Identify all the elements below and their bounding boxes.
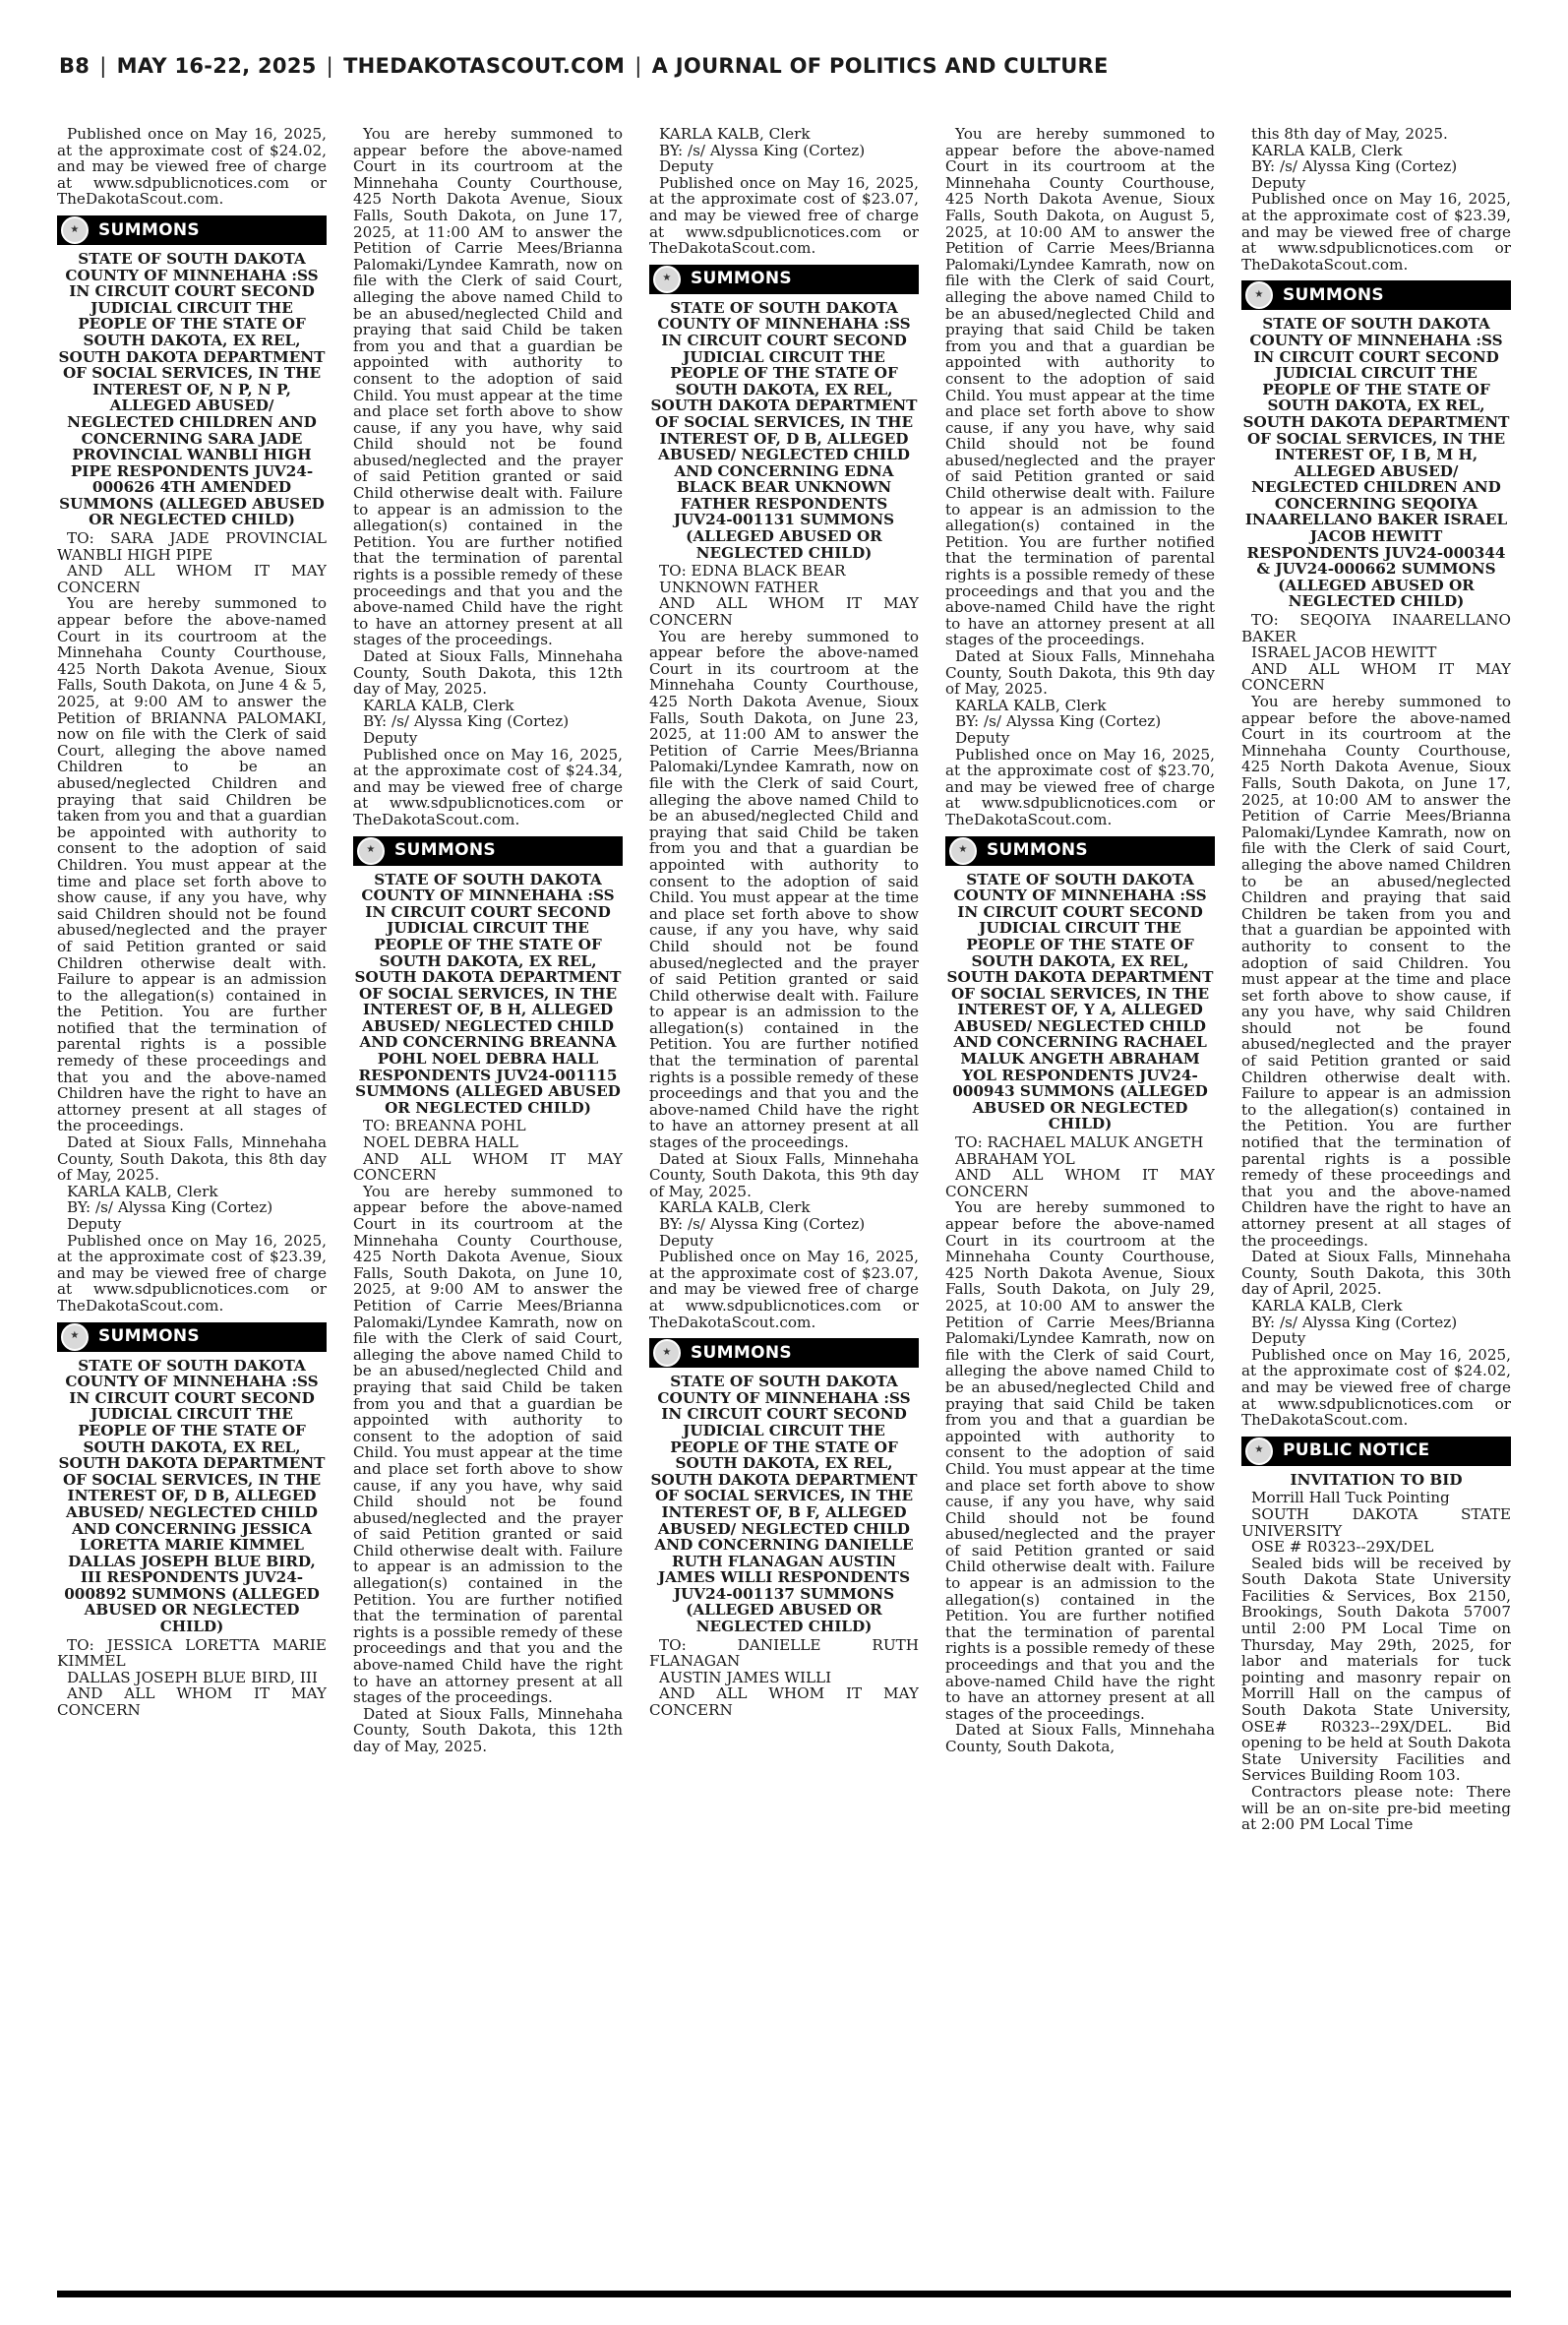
section-banner: ★ SUMMONS: [1241, 280, 1511, 310]
column-4: [945, 126, 1215, 2281]
notice-to: TO: SEQOIYA INAARELLANO BAKER: [1241, 611, 1511, 645]
notice-body: Sealed bids will be received by South Dakota State University Facilities & Services, Box 2150, Brookings, South Dakota 57007 until 2:00 PM Local Time on Thursday, May 29th, 2025, for labor and materials for tuck pointing and masonry repair on Morrill Hall on the campus of South Dakota State University, OSE# R0323--29X/DEL. Bid opening to be held at South Dakota State University Facilities and Services Building Room 103.: [1241, 1554, 1511, 1785]
page-number: B8: [59, 54, 90, 78]
notice-deputy: Deputy: [1251, 1329, 1306, 1348]
section-banner: ★ SUMMONS: [57, 215, 327, 245]
notice-concern: AND ALL WHOM IT MAY CONCERN: [649, 594, 919, 630]
notice-to: TO: RACHAEL MALUK ANGETH: [955, 1133, 1204, 1152]
section-banner: ★ SUMMONS: [945, 836, 1215, 866]
scout-logo-icon: ★: [653, 1339, 681, 1367]
notice-by: BY: /s/ Alyssa King (Cortez): [363, 712, 570, 731]
issue-date: MAY 16-22, 2025: [116, 54, 317, 78]
notice-clerk: KARLA KALB, Clerk: [363, 696, 514, 714]
publication-note: Published once on May 16, 2025, at the approximate cost of $23.39, and may be viewed free of charge at www.sdpublicnotices.com or TheDakotaScout.com.: [1241, 190, 1511, 274]
notice-by: BY: /s/ Alyssa King (Cortez): [1251, 1313, 1458, 1331]
publication-note: Published once on May 16, 2025, at the approximate cost of $23.07, and may be viewed free of charge at www.sdpublicnotices.com or TheDakotaScout.com.: [649, 173, 919, 258]
scout-logo-icon: ★: [653, 266, 681, 293]
notice-clerk: KARLA KALB, Clerk: [659, 1198, 811, 1217]
notice-deputy: Deputy: [955, 728, 1010, 747]
notice-clerk: KARLA KALB, Clerk: [67, 1182, 218, 1200]
notice-heading: INVITATION TO BID: [1290, 1470, 1463, 1489]
section-banner: ★ SUMMONS: [353, 836, 623, 866]
notice-by: BY: /s/ Alyssa King (Cortez): [955, 712, 1162, 731]
notice-body: You are hereby summoned to appear before the above-named Court in its courtroom at the Minnehaha County Courthouse, 425 North Dakota Avenue, Sioux Falls, South Dakota, on July 29, 2025, at 10:00 AM to answer the Petition of Carrie Mees/Brianna Palomaki/Lyndee Kamrath, now on file with the Clerk of said Court, alleging the above named Child to be an abused/neglected Child and praying that said Child be taken from you and that a guardian be appointed with authority to consent to the adoption of said Child. You must appear at the time and place set forth above to show cause, if any you have, why said Child should not be found abused/neglected and the prayer of said Petition granted or said Child otherwise dealt with. Failure to appear is an admission to the allegation(s) contained in the Petition. You are further notified that the termination of parental rights is a possible remedy of these proceedings and that you and the above-named Child have the right to have an attorney present at all stages of the proceedings.: [945, 1198, 1215, 1723]
notice-deputy: Deputy: [67, 1215, 122, 1233]
notice-dated: Dated at Sioux Falls, Minnehaha County, South Dakota, this 9th day of May, 2025.: [649, 1149, 919, 1200]
notice-concern: AND ALL WHOM IT MAY CONCERN: [1241, 659, 1511, 695]
notice-to: AUSTIN JAMES WILLI: [659, 1668, 832, 1686]
notice-concern: AND ALL WHOM IT MAY CONCERN: [353, 1149, 623, 1185]
section-banner: ★ SUMMONS: [57, 1322, 327, 1352]
notice-clerk: KARLA KALB, Clerk: [659, 126, 811, 143]
notice-concern: AND ALL WHOM IT MAY CONCERN: [57, 562, 327, 596]
notice-by: BY: /s/ Alyssa King (Cortez): [1251, 157, 1458, 176]
scout-logo-icon: ★: [357, 837, 385, 865]
notice-dated: Dated at Sioux Falls, Minnehaha County, South Dakota, this 12th day of May, 2025.: [353, 1704, 623, 1755]
bottom-rule: [57, 2291, 1511, 2297]
bid-line: SOUTH DAKOTA STATE UNIVERSITY: [1241, 1504, 1511, 1540]
notice-heading: STATE OF SOUTH DAKOTA COUNTY OF MINNEHAHA :SS IN CIRCUIT COURT SECOND JUDICIAL CIRCUIT THE PEOPLE OF THE STATE OF SOUTH DAKOTA, EX REL, SOUTH DAKOTA DEPARTMENT OF SOCIAL SERVICES, IN THE INTEREST OF, N P, N P, ALLEGED ABUSED/ NEGLECTED CHILDREN AND CONCERNING SARA JADE PROVINCIAL WANBLI HIGH PIPE RESPONDENTS JUV24-000626 4TH AMENDED SUMMONS (ALLEGED ABUSED OR NEGLECTED CHILD): [58, 249, 326, 529]
notice-columns: [57, 126, 1511, 2281]
notice-heading: STATE OF SOUTH DAKOTA COUNTY OF MINNEHAHA :SS IN CIRCUIT COURT SECOND JUDICIAL CIRCUIT THE PEOPLE OF THE STATE OF SOUTH DAKOTA, EX REL, SOUTH DAKOTA DEPARTMENT OF SOCIAL SERVICES, IN THE INTEREST OF, B F, ALLEGED ABUSED/ NEGLECTED CHILD AND CONCERNING DANIELLE RUTH FLANAGAN AUSTIN JAMES WILLI RESPONDENTS JUV24-001137 SUMMONS (ALLEGED ABUSED OR NEGLECTED CHILD): [650, 1373, 918, 1636]
publication-note: Published once on May 16, 2025, at the approximate cost of $23.07, and may be viewed free of charge at www.sdpublicnotices.com or TheDakotaScout.com.: [649, 1248, 919, 1331]
notice-body: You are hereby summoned to appear before the above-named Court in its courtroom at the Minnehaha County Courthouse, 425 North Dakota Avenue, Sioux Falls, South Dakota, on June 23, 2025, at 11:00 AM to answer the Petition of Carrie Mees/Brianna Palomaki/Lyndee Kamrath, now on file with the Clerk of said Court, alleging the above named Child to be an abused/neglected Child and praying that said Child be taken from you and that a guardian be appointed with authority to consent to the adoption of said Child. You must appear at the time and place set forth above to show cause, if any you have, why said Child should not be found abused/neglected and the prayer of said Petition granted or said Child otherwise dealt with. Failure to appear is an admission to the allegation(s) contained in the Petition. You are further notified that the termination of parental rights is a possible remedy of these proceedings and that you and the above-named Child have the right to have an attorney present at all stages of the proceedings.: [649, 627, 919, 1152]
column-2: [353, 126, 623, 2281]
notice-body: You are hereby summoned to appear before the above-named Court in its courtroom at the Minnehaha County Courthouse, 425 North Dakota Avenue, Sioux Falls, South Dakota, on June 17, 2025, at 11:00 AM to answer the Petition of Carrie Mees/Brianna Palomaki/Lyndee Kamrath, now on file with the Clerk of said Court, alleging the above named Child to be an abused/neglected Child and praying that said Child be taken from you and that a guardian be appointed with authority to consent to the adoption of said Child. You must appear at the time and place set forth above to show cause, if any you have, why said Child should not be found abused/neglected and the prayer of said Petition granted or said Child otherwise dealt with. Failure to appear is an admission to the allegation(s) contained in the Petition. You are further notified that the termination of parental rights is a possible remedy of these proceedings and that you and the above-named Child have the right to have an attorney present at all stages of the proceedings.: [353, 126, 623, 649]
notice-clerk: KARLA KALB, Clerk: [1251, 1296, 1403, 1315]
notice-dated: Dated at Sioux Falls, Minnehaha County, South Dakota, this 12th day of May, 2025.: [353, 647, 623, 699]
scout-logo-icon: ★: [61, 216, 89, 244]
notice-deputy: Deputy: [1251, 173, 1306, 192]
notice-deputy: Deputy: [659, 157, 714, 176]
notice-to: TO: DANIELLE RUTH FLANAGAN: [649, 1635, 919, 1671]
notice-deputy: Deputy: [363, 728, 418, 747]
notice-dated: Dated at Sioux Falls, Minnehaha County, South Dakota,: [945, 1721, 1215, 1755]
notice-deputy: Deputy: [659, 1231, 714, 1250]
bid-line: Morrill Hall Tuck Pointing: [1251, 1489, 1450, 1507]
column-5: [1241, 126, 1511, 2281]
section-banner: ★ PUBLIC NOTICE: [1241, 1437, 1511, 1466]
notice-dated: Dated at Sioux Falls, Minnehaha County, South Dakota, this 30th day of April, 2025.: [1241, 1248, 1511, 1299]
section-banner: ★ SUMMONS: [649, 265, 919, 294]
scout-logo-icon: ★: [1245, 1438, 1273, 1465]
scout-logo-icon: ★: [949, 837, 977, 865]
column-3: [649, 126, 919, 2281]
notice-to: ISRAEL JACOB HEWITT: [1251, 643, 1437, 662]
notice-to: NOEL DEBRA HALL: [363, 1133, 518, 1152]
notice-body: Contractors please note: There will be an on-site pre-bid meeting at 2:00 PM Local Time: [1241, 1783, 1511, 1834]
notice-heading: STATE OF SOUTH DAKOTA COUNTY OF MINNEHAHA :SS IN CIRCUIT COURT SECOND JUDICIAL CIRCUIT THE PEOPLE OF THE STATE OF SOUTH DAKOTA, EX REL, SOUTH DAKOTA DEPARTMENT OF SOCIAL SERVICES, IN THE INTEREST OF, I B, M H, ALLEGED ABUSED/ NEGLECTED CHILDREN AND CONCERNING SEQOIYA INAARELLANO BAKER ISRAEL JACOB HEWITT RESPONDENTS JUV24-000344 & JUV24-000662 SUMMONS (ALLEGED ABUSED OR NEGLECTED CHILD): [1242, 315, 1510, 611]
notice-by: BY: /s/ Alyssa King (Cortez): [67, 1198, 273, 1217]
notice-clerk: KARLA KALB, Clerk: [955, 696, 1107, 714]
notice-to: TO: SARA JADE PROVINCIAL WANBLI HIGH PIPE: [57, 529, 327, 564]
scout-logo-icon: ★: [61, 1323, 89, 1351]
section-banner: ★ SUMMONS: [649, 1338, 919, 1368]
publication-note: Published once on May 16, 2025, at the approximate cost of $24.02, and may be viewed free of charge at www.sdpublicnotices.com or TheDakotaScout.com.: [1241, 1345, 1511, 1430]
notice-dated: this 8th day of May, 2025.: [1251, 126, 1448, 143]
publication-note: Published once on May 16, 2025, at the approximate cost of $24.02, and may be viewed free of charge at www.sdpublicnotices.com or TheDakotaScout.com.: [57, 126, 327, 209]
notice-by: BY: /s/ Alyssa King (Cortez): [659, 141, 866, 159]
notice-heading: STATE OF SOUTH DAKOTA COUNTY OF MINNEHAHA :SS IN CIRCUIT COURT SECOND JUDICIAL CIRCUIT THE PEOPLE OF THE STATE OF SOUTH DAKOTA, EX REL, SOUTH DAKOTA DEPARTMENT OF SOCIAL SERVICES, IN THE INTEREST OF, Y A, ALLEGED ABUSED/ NEGLECTED CHILD AND CONCERNING RACHAEL MALUK ANGETH ABRAHAM YOL RESPONDENTS JUV24-000943 SUMMONS (ALLEGED ABUSED OR NEGLECTED CHILD): [946, 870, 1214, 1133]
notice-to: UNKNOWN FATHER: [659, 578, 819, 596]
notice-to: DALLAS JOSEPH BLUE BIRD, III: [67, 1668, 318, 1686]
publication-note: Published once on May 16, 2025, at the approximate cost of $23.70, and may be viewed free of charge at www.sdpublicnotices.com or TheDakotaScout.com.: [945, 745, 1215, 828]
notice-clerk: KARLA KALB, Clerk: [1251, 141, 1403, 159]
notice-concern: AND ALL WHOM IT MAY CONCERN: [945, 1166, 1215, 1200]
notice-concern: AND ALL WHOM IT MAY CONCERN: [57, 1684, 327, 1720]
tagline: A JOURNAL OF POLITICS AND CULTURE: [651, 54, 1109, 78]
notice-concern: AND ALL WHOM IT MAY CONCERN: [649, 1684, 919, 1720]
notice-body: You are hereby summoned to appear before the above-named Court in its courtroom at the Minnehaha County Courthouse, 425 North Dakota Avenue, Sioux Falls, South Dakota, on August 5, 2025, at 10:00 AM to answer the Petition of Carrie Mees/Brianna Palomaki/Lyndee Kamrath, now on file with the Clerk of said Court, alleging the above named Child to be an abused/neglected Child and praying that said Child be taken from you and that a guardian be appointed with authority to consent to the adoption of said Child. You must appear at the time and place set forth above to show cause, if any you have, why said Child should not be found abused/neglected and the prayer of said Petition granted or said Child otherwise dealt with. Failure to appear is an admission to the allegation(s) contained in the Petition. You are further notified that the termination of parental rights is a possible remedy of these proceedings and that you and the above-named Child have the right to have an attorney present at all stages of the proceedings.: [945, 126, 1215, 649]
scout-logo-icon: ★: [1245, 281, 1273, 309]
site-name: THEDAKOTASCOUT.COM: [343, 54, 626, 78]
notice-heading: STATE OF SOUTH DAKOTA COUNTY OF MINNEHAHA :SS IN CIRCUIT COURT SECOND JUDICIAL CIRCUIT THE PEOPLE OF THE STATE OF SOUTH DAKOTA, EX REL, SOUTH DAKOTA DEPARTMENT OF SOCIAL SERVICES, IN THE INTEREST OF, D B, ALLEGED ABUSED/ NEGLECTED CHILD AND CONCERNING EDNA BLACK BEAR UNKNOWN FATHER RESPONDENTS JUV24-001131 SUMMONS (ALLEGED ABUSED OR NEGLECTED CHILD): [650, 298, 918, 562]
notice-to: TO: JESSICA LORETTA MARIE KIMMEL: [57, 1635, 327, 1671]
notice-to: ABRAHAM YOL: [955, 1149, 1075, 1168]
notice-body: You are hereby summoned to appear before the above-named Court in its courtroom at the Minnehaha County Courthouse, 425 North Dakota Avenue, Sioux Falls, South Dakota, on June 17, 2025, at 10:00 AM to answer the Petition of Carrie Mees/Brianna Palomaki/Lyndee Kamrath, now on file with the Clerk of said Court, alleging the above named Children to be an abused/neglected Children and praying that said Children be taken from you and that a guardian be appointed with authority to consent to the adoption of said Children. You must appear at the time and place set forth above to show cause, if any you have, why said Children should not be found abused/neglected and the prayer of said Petition granted or said Children otherwise dealt with. Failure to appear is an admission to the allegation(s) contained in the Petition. You are further notified that the termination of parental rights is a possible remedy of these proceedings and that you and the above-named Children have the right to have an attorney present at all stages of the proceedings.: [1241, 693, 1511, 1250]
notice-heading: STATE OF SOUTH DAKOTA COUNTY OF MINNEHAHA :SS IN CIRCUIT COURT SECOND JUDICIAL CIRCUIT THE PEOPLE OF THE STATE OF SOUTH DAKOTA, EX REL, SOUTH DAKOTA DEPARTMENT OF SOCIAL SERVICES, IN THE INTEREST OF, D B, ALLEGED ABUSED/ NEGLECTED CHILD AND CONCERNING JESSICA LORETTA MARIE KIMMEL DALLAS JOSEPH BLUE BIRD, III RESPONDENTS JUV24-000892 SUMMONS (ALLEGED ABUSED OR NEGLECTED CHILD): [58, 1356, 326, 1636]
page-header: B8 | MAY 16-22, 2025 | THEDAKOTASCOUT.COM | A JOURNAL OF POLITICS AND CULTURE: [59, 54, 1109, 78]
notice-body: You are hereby summoned to appear before the above-named Court in its courtroom at the Minnehaha County Courthouse, 425 North Dakota Avenue, Sioux Falls, South Dakota, on June 10, 2025, at 9:00 AM to answer the Petition of Carrie Mees/Brianna Palomaki/Lyndee Kamrath, now on file with the Clerk of said Court, alleging the above named Child to be an abused/neglected Child and praying that said Child be taken from you and that a guardian be appointed with authority to consent to the adoption of said Child. You must appear at the time and place set forth above to show cause, if any you have, why said Child should not be found abused/neglected and the prayer of said Petition granted or said Child otherwise dealt with. Failure to appear is an admission to the allegation(s) contained in the Petition. You are further notified that the termination of parental rights is a possible remedy of these proceedings and that you and the above-named Child have the right to have an attorney present at all stages of the proceedings.: [353, 1182, 623, 1707]
notice-heading: STATE OF SOUTH DAKOTA COUNTY OF MINNEHAHA :SS IN CIRCUIT COURT SECOND JUDICIAL CIRCUIT THE PEOPLE OF THE STATE OF SOUTH DAKOTA, EX REL, SOUTH DAKOTA DEPARTMENT OF SOCIAL SERVICES, IN THE INTEREST OF, B H, ALLEGED ABUSED/ NEGLECTED CHILD AND CONCERNING BREANNA POHL NOEL DEBRA HALL RESPONDENTS JUV24-001115 SUMMONS (ALLEGED ABUSED OR NEGLECTED CHILD): [354, 870, 622, 1117]
notice-to: TO: EDNA BLACK BEAR: [659, 562, 846, 581]
notice-body: You are hereby summoned to appear before the above-named Court in its courtroom at the Minnehaha County Courthouse, 425 North Dakota Avenue, Sioux Falls, South Dakota, on June 4 & 5, 2025, at 9:00 AM to answer the Petition of BRIANNA PALOMAKI, now on file with the Clerk of said Court, alleging the above named Children to be an abused/neglected Children and praying that said Children be taken from you and that a guardian be appointed with authority to consent to the adoption of said Children. You must appear at the time and place set forth above to show cause, if any you have, why said Children should not be found abused/neglected and the prayer of said Petition granted or said Children otherwise dealt with. Failure to appear is an admission to the allegation(s) contained in the Petition. You are further notified that the termination of parental rights is a possible remedy of these proceedings and that you and the above-named Children have the right to have an attorney present at all stages of the proceedings.: [57, 594, 327, 1135]
notice-to: TO: BREANNA POHL: [363, 1117, 526, 1135]
notice-by: BY: /s/ Alyssa King (Cortez): [659, 1215, 866, 1233]
publication-note: Published once on May 16, 2025, at the approximate cost of $23.39, and may be viewed free of charge at www.sdpublicnotices.com or TheDakotaScout.com.: [57, 1231, 327, 1315]
publication-note: Published once on May 16, 2025, at the approximate cost of $24.34, and may be viewed free of charge at www.sdpublicnotices.com or TheDakotaScout.com.: [353, 745, 623, 828]
column-1: [57, 126, 327, 2281]
notice-dated: Dated at Sioux Falls, Minnehaha County, South Dakota, this 9th day of May, 2025.: [945, 647, 1215, 699]
bid-line: OSE # R0323--29X/DEL: [1251, 1538, 1434, 1557]
notice-dated: Dated at Sioux Falls, Minnehaha County, South Dakota, this 8th day of May, 2025.: [57, 1133, 327, 1185]
